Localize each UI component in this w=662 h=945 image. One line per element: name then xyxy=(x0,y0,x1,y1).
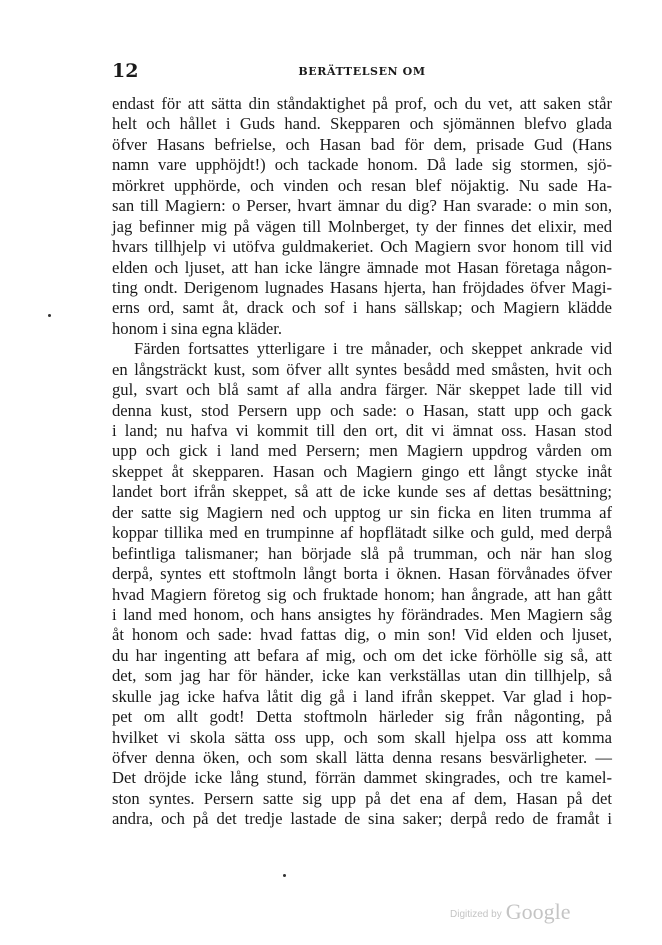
text-line: helt och hållet i Guds hand. Skepparen och sjömännen blefvo glada xyxy=(112,114,612,134)
text-line: denna kust, stod Persern upp och sade: o Hasan, statt upp och gack xyxy=(112,400,612,420)
text-line: der satte sig Magiern ned och upptog ur sin ficka en liten trumma af xyxy=(112,502,612,522)
text-line: i land; nu hafva vi kommit till den ort, dit vi ämnat oss. Hasan stod xyxy=(112,421,612,440)
body-text xyxy=(112,94,612,830)
text-line: i land med honom, och hans ansigtes hy förändrades. Men Magiern såg xyxy=(112,604,612,624)
google-logo: Google xyxy=(505,899,571,924)
text-line: jag befinner mig på vägen till Molnberget, ty der finnes det elixir, med xyxy=(112,216,612,236)
text-line: andra, och på det tredje lastade de sina saker; derpå redo de framåt i xyxy=(112,809,612,829)
text-line: åt honom och sade: hvad fattas dig, o min son! Vid elden och ljuset, xyxy=(112,625,612,645)
text-line: elden och ljuset, att han icke längre ämnade mot Hasan företaga någon- xyxy=(112,257,612,277)
text-line: du har ingenting att befara af mig, och om det icke förhölle sig så, att xyxy=(112,645,612,665)
text-line: Färden fortsattes ytterligare i tre månader, och skeppet ankrade vid xyxy=(134,339,612,359)
text-line: hvilket vi skola sätta oss upp, och som skall hjelpa oss att komma xyxy=(112,727,612,747)
text-line: Det dröjde icke lång stund, förrän dammet skingrades, och tre kamel- xyxy=(112,768,612,788)
text-line: pet om allt godt! Detta stoftmoln härleder sig från någonting, på xyxy=(112,707,612,727)
text-line: öfver Hasans befrielse, och Hasan bad för dem, prisade Gud (Hans xyxy=(112,134,612,154)
text-line: erns ord, samt åt, drack och sof i hans sällskap; och Magiern klädde xyxy=(112,298,612,318)
text-line: namn vare upphöjdt!) och tackade honom. Då lade sig stormen, sjö- xyxy=(112,155,612,175)
text-line: skulle jag icke hafva låtit dig gå i land ifrån skeppet. Var glad i hop- xyxy=(112,686,612,706)
text-line: skeppet åt skepparen. Hasan och Magiern gingo ett långt stycke inåt xyxy=(112,461,612,481)
watermark-prefix: Digitized by xyxy=(450,909,502,920)
page-header xyxy=(112,60,612,86)
text-line: koppar tillika med en trumpinne af hopflätadt silke och guld, med derpå xyxy=(112,523,612,543)
text-line: befintliga talismaner; han började slå på trumman, och när han slog xyxy=(112,543,612,563)
running-head: BERÄTTELSEN OM xyxy=(298,65,426,78)
text-line: landet bort ifrån skeppet, så att de icke kunde ses af dettas besättning; xyxy=(112,482,612,502)
text-line: hvars tillhjelp vi utöfva guldmakeriet. Och Magiern svor honom till vid xyxy=(112,237,612,257)
text-line: det, som jag har för händer, icke kan verkställas utan din tillhjelp, så xyxy=(112,666,612,686)
margin-speck xyxy=(48,314,51,317)
text-line: san till Magiern: o Perser, hvart ämnar du dig? Han svarade: o min son, xyxy=(112,196,612,216)
page-number: 12 xyxy=(112,60,139,82)
text-line: honom i sina egna kläder. xyxy=(112,318,283,338)
bottom-speck xyxy=(283,874,286,877)
text-line: derpå, syntes ett stoftmoln långt borta i öknen. Hasan förvånades öfver xyxy=(112,564,612,584)
text-line: ting ondt. Derigenom lugnades Hasans hjerta, han fröjdades öfver Magi- xyxy=(112,277,612,297)
text-line: endast för att sätta din ståndaktighet på prof, och du vet, att saken står xyxy=(112,94,612,113)
text-line: gul, svart och blå samt af alla andra färger. När skeppet lade till vid xyxy=(112,380,612,400)
digitized-by-google-watermark xyxy=(450,899,590,925)
text-line: mörkret upphörde, och vinden och resan blef nöjaktig. Nu sade Ha- xyxy=(112,175,612,195)
text-line: hvad Magiern företog sig och fruktade honom; han ångrade, att han gått xyxy=(112,584,612,604)
text-line: upp och gick i land med Persern; men Magiern uppdrog vården om xyxy=(112,441,612,461)
text-line: en långsträckt kust, som öfver allt syntes besådd med småsten, hvit och xyxy=(112,359,612,379)
text-line: ston syntes. Persern satte sig upp på det ena af dem, Hasan på det xyxy=(112,788,612,808)
text-line: öfver denna öken, och som skall lätta denna resans besvärligheter. — xyxy=(112,748,612,767)
